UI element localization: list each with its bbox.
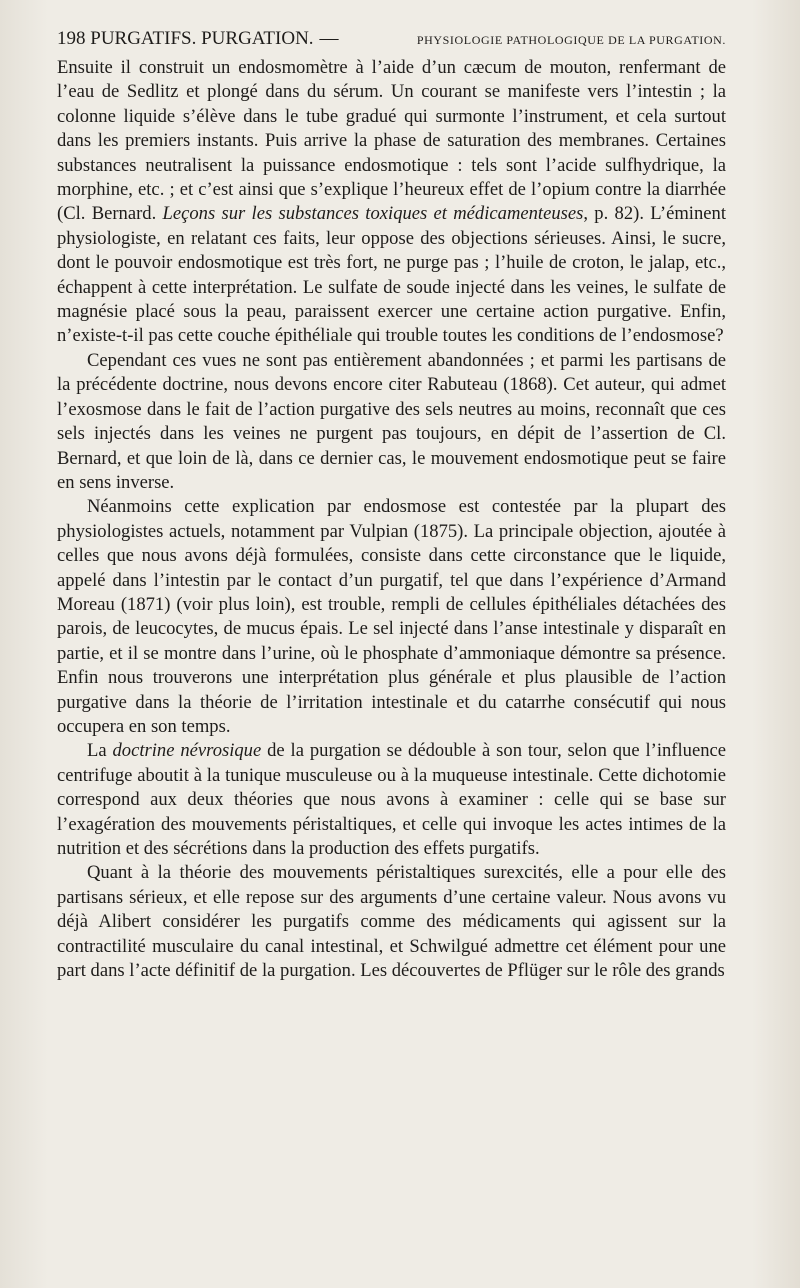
- paragraph-text: La: [87, 740, 113, 762]
- paragraph-text: Néanmoins cette explication par endosmose est contestée par la plupart des physiologistes actuels, notamment par Vulpian (1875). La principale objection, ajoutée à celles que nous avons déjà formulées, consiste dans cette circonstance que le liquide, appelé dans l’intestin par le contact d’un purgatif, tel que dans l’expérience d’Armand Moreau (1871) (voir plus loin), est trouble, rempli de cellules épithéliales détachées des parois, de leucocytes, de mucus épais. Le sel injecté dans l’anse intestinale y disparaît en partie, et il se montre dans l’urine, où le phosphate d’ammoniaque démontre sa présence. Enfin nous trouverons une interprétation plus générale et plus plausible de l’action purgative dans la théorie de l’irritation intestinale et du catarrhe consécutif qui nous occupera en son temps.: [57, 496, 726, 737]
- italic-term: doctrine névrosique: [112, 740, 262, 762]
- paragraph-text: Cependant ces vues ne sont pas entièrement abandonnées ; et parmi les partisans de la précédente doctrine, nous devons encore citer Rabuteau (1868). Cet auteur, qui admet l’exosmose dans le fait de l’action purgative des sels neutres au moins, reconnaît que ces sels injectés dans les veines ne purgent pas toujours, en dépit de l’assertion de Cl. Bernard, et que loin de là, dans ce dernier cas, le mouvement endosmotique peut se faire en sens inverse.: [57, 349, 726, 493]
- paragraph-text: Ensuite il construit un endosmomètre à l’aide d’un cæcum de mouton, renfermant de l’eau de Sedlitz et plongé dans du sérum. Un courant se manifeste vers l’intestin ; la colonne liquide s’élève dans le tube gradué qui surmonte l’instrument, et cela surtout dans les premiers instants. Puis arrive la phase de saturation des membranes. Certaines substances neutralisent la puissance endosmotique : tels sont l’acide sulfhydrique, la morphine, etc. ; et c’est ainsi que s’explique l’heureux effet de l’opium contre la diarrhée (Cl. Bernard.: [57, 57, 726, 225]
- header-page-title: [57, 28, 339, 50]
- italic-book-title: Leçons sur les substances toxiques et médicamenteuses: [162, 203, 584, 225]
- paragraph-rabuteau: [57, 349, 726, 495]
- header-page-number-title: 198 PURGATIFS. PURGATION.: [57, 28, 314, 49]
- header-section-title: PHYSIOLOGIE PATHOLOGIQUE DE LA PURGATION.: [416, 33, 726, 47]
- paragraph-text: Quant à la théorie des mouvements péristaltiques surexcités, elle a pour elle des partisans sérieux, et elle repose sur des arguments d’une certaine valeur. Nous avons vu déjà Alibert considérer les purgatifs comme des médicaments qui agissent sur la contractilité musculaire du canal intestinal, et Schwilgué admettre cet élément pour une part dans l’acte définitif de la purgation. Les découvertes de Pflüger sur le rôle des grands: [57, 862, 726, 982]
- paragraph-doctrine-nevrosique: [57, 739, 726, 861]
- paragraph-vulpian: [57, 495, 726, 739]
- header-dash: —: [319, 28, 339, 49]
- paragraph-mouvements-peristaltiques: [57, 861, 726, 983]
- body-text: [57, 56, 726, 983]
- running-header: [57, 28, 726, 50]
- paragraph-text: , p. 82). L’éminent physiologiste, en relatant ces faits, leur oppose des objections sérieuses. Ainsi, le sucre, dont le pouvoir endosmotique est très fort, ne purge pas ; l’huile de croton, le jalap, etc., échappent à cette interprétation. Le sulfate de soude injecté dans les veines, le sulfate de magnésie placé sous la peau, paraissent exercer une certaine action purgative. Enfin, n’existe-t-il pas cette couche épithéliale qui trouble toutes les conditions de l’endosmose?: [57, 203, 726, 347]
- paragraph-text: de la purgation se dédouble à son tour, selon que l’influence centrifuge aboutit à la tunique musculeuse ou à la muqueuse intestinale. Cette dichotomie correspond aux deux théories que nous avons à examiner : celle qui se base sur l’exagération des mouvements péristaltiques, et celle qui invoque les actes intimes de la nutrition et des sécrétions dans la production des effets purgatifs.: [57, 740, 727, 859]
- paragraph-endosmometre: [57, 56, 726, 349]
